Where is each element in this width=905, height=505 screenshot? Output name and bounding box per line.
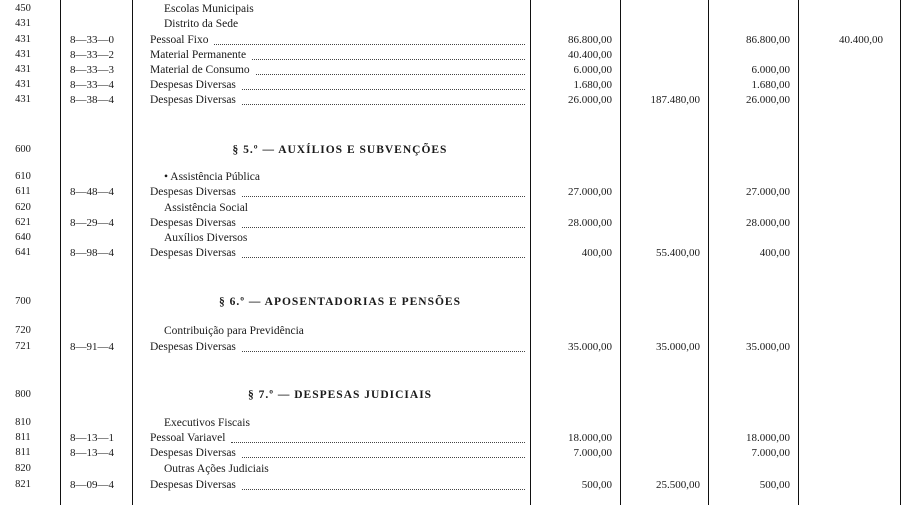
row-description: Despesas Diversas — [150, 217, 236, 229]
amount-a3: 1.680,00 — [751, 79, 790, 91]
row-code: 810 — [15, 417, 31, 428]
row-code: 431 — [15, 34, 31, 45]
table-row — [0, 462, 905, 476]
table-row — [0, 340, 905, 354]
table-row — [0, 185, 905, 199]
table-row — [0, 216, 905, 230]
amount-a2: 187.480,00 — [650, 94, 700, 106]
amount-a1: 7.000,00 — [573, 447, 612, 459]
row-description: Pessoal Variavel — [150, 432, 226, 444]
row-code: 811 — [15, 432, 31, 443]
amount-a3: 6.000,00 — [751, 64, 790, 76]
table-row — [0, 478, 905, 492]
classification-code: 8—98—4 — [70, 247, 114, 259]
row-code: 721 — [15, 341, 31, 352]
row-description: Material Permanente — [150, 49, 247, 61]
row-code: 431 — [15, 94, 31, 105]
row-description: • Assistência Pública — [164, 171, 261, 183]
section-heading: § 7.º — DESPESAS JUDICIAIS — [247, 389, 433, 401]
amount-a1: 26.000,00 — [568, 94, 612, 106]
amount-a1: 1.680,00 — [573, 79, 612, 91]
row-description: Pessoal Fixo — [150, 34, 209, 46]
amount-a1: 35.000,00 — [568, 341, 612, 353]
classification-code: 8—33—0 — [70, 34, 114, 46]
leader-dots — [242, 243, 525, 258]
classification-code: 8—13—1 — [70, 432, 114, 444]
leader-dots — [214, 30, 525, 45]
row-description: Contribuição para Previdência — [164, 325, 304, 337]
row-description: Auxílios Diversos — [164, 232, 248, 244]
section-heading-row — [0, 143, 905, 157]
classification-code: 8—33—4 — [70, 79, 114, 91]
row-code: 610 — [15, 171, 31, 182]
amount-a1: 86.800,00 — [568, 34, 612, 46]
leader-dots — [242, 75, 525, 90]
leader-dots — [256, 60, 525, 75]
leader-dots — [242, 90, 525, 105]
row-code: 811 — [15, 447, 31, 458]
table-row — [0, 324, 905, 338]
classification-code: 8—91—4 — [70, 341, 114, 353]
leader-dots — [242, 475, 525, 490]
table-row — [0, 446, 905, 460]
row-description: Material de Consumo — [150, 64, 250, 76]
leader-dots — [242, 213, 525, 228]
row-code: 431 — [15, 64, 31, 75]
row-code: 431 — [15, 18, 31, 29]
classification-code: 8—33—3 — [70, 64, 114, 76]
row-description: Despesas Diversas — [150, 447, 236, 459]
amount-a4: 40.400,00 — [839, 34, 883, 46]
row-description: Distrito da Sede — [164, 18, 239, 30]
amount-a2: 55.400,00 — [656, 247, 700, 259]
classification-code: 8—48—4 — [70, 186, 114, 198]
row-code: 700 — [15, 296, 31, 307]
amount-a3: 28.000,00 — [746, 217, 790, 229]
row-code: 600 — [15, 144, 31, 155]
row-code: 450 — [15, 3, 31, 14]
amount-a2: 35.000,00 — [656, 341, 700, 353]
row-code: 720 — [15, 325, 31, 336]
row-code: 821 — [15, 479, 31, 490]
row-code: 800 — [15, 389, 31, 400]
amount-a3: 35.000,00 — [746, 341, 790, 353]
row-description: Escolas Municipais — [164, 3, 254, 15]
section-heading: § 5.º — AUXÍLIOS E SUBVENÇÕES — [232, 144, 448, 156]
section-heading-row — [0, 388, 905, 402]
leader-dots — [252, 45, 525, 60]
amount-a1: 500,00 — [581, 479, 612, 491]
amount-a3: 27.000,00 — [746, 186, 790, 198]
amount-a3: 86.800,00 — [746, 34, 790, 46]
row-code: 640 — [15, 232, 31, 243]
amount-a1: 6.000,00 — [573, 64, 612, 76]
amount-a1: 27.000,00 — [568, 186, 612, 198]
amount-a1: 28.000,00 — [568, 217, 612, 229]
amount-a3: 400,00 — [759, 247, 790, 259]
classification-code: 8—29—4 — [70, 217, 114, 229]
leader-dots — [242, 337, 525, 352]
classification-code: 8—38—4 — [70, 94, 114, 106]
row-code: 620 — [15, 202, 31, 213]
amount-a3: 18.000,00 — [746, 432, 790, 444]
classification-code: 8—09—4 — [70, 479, 114, 491]
classification-code: 8—13—4 — [70, 447, 114, 459]
table-row — [0, 2, 905, 16]
row-code: 611 — [15, 186, 31, 197]
leader-dots — [231, 428, 525, 443]
row-description: Despesas Diversas — [150, 79, 236, 91]
leader-dots — [242, 182, 525, 197]
amount-a3: 500,00 — [759, 479, 790, 491]
leader-dots — [242, 443, 525, 458]
row-description: Assistência Social — [164, 202, 248, 214]
row-code: 431 — [15, 79, 31, 90]
amount-a1: 40.400,00 — [568, 49, 612, 61]
section-heading: § 6.º — APOSENTADORIAS E PENSÕES — [219, 296, 461, 308]
table-row — [0, 246, 905, 260]
section-heading-row — [0, 295, 905, 309]
row-description: Despesas Diversas — [150, 94, 236, 106]
table-row — [0, 93, 905, 107]
amount-a2: 25.500,00 — [656, 479, 700, 491]
table-row — [0, 17, 905, 31]
row-code: 820 — [15, 463, 31, 474]
row-description: Executivos Fiscais — [164, 417, 250, 429]
row-description: Outras Ações Judiciais — [164, 463, 269, 475]
row-description: Despesas Diversas — [150, 479, 236, 491]
amount-a3: 7.000,00 — [751, 447, 790, 459]
classification-code: 8—33—2 — [70, 49, 114, 61]
row-description: Despesas Diversas — [150, 341, 236, 353]
row-code: 621 — [15, 217, 31, 228]
amount-a1: 400,00 — [581, 247, 612, 259]
amount-a3: 26.000,00 — [746, 94, 790, 106]
row-code: 641 — [15, 247, 31, 258]
row-description: Despesas Diversas — [150, 247, 236, 259]
amount-a1: 18.000,00 — [568, 432, 612, 444]
row-description: Despesas Diversas — [150, 186, 236, 198]
row-code: 431 — [15, 49, 31, 60]
